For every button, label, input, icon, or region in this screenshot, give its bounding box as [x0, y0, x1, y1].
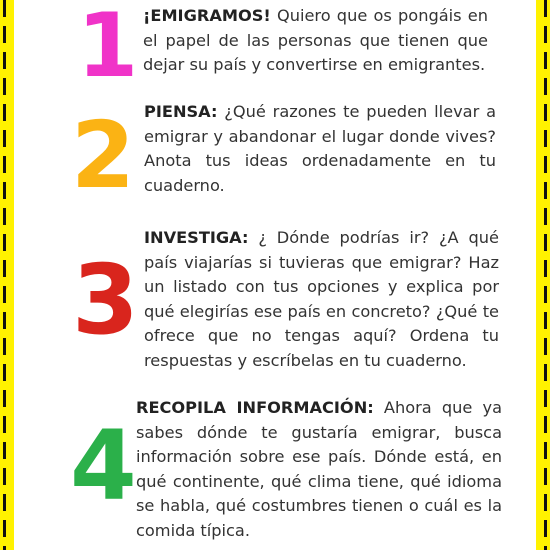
- right-dashed-line: [544, 0, 547, 550]
- right-yellow-border: [536, 0, 550, 550]
- step-body-3: ¿ Dónde podrías ir? ¿A qué país viajarías si tuvieras que emigrar? Haz un listado con tus opciones y explica por qué elegirías ese país en concreto? ¿Qué te ofrece que no tengas aquí? Ordena tu respuestas y escríbelas en tu cuaderno.: [144, 228, 499, 370]
- step-number-4: 4: [70, 410, 135, 522]
- step-heading-4: RECOPILA INFORMACIÓN:: [136, 398, 374, 417]
- step-2: [60, 100, 510, 209]
- step-1: [60, 0, 510, 97]
- step-number-1: 1: [77, 0, 137, 97]
- step-3: [60, 226, 510, 376]
- step-heading-3: INVESTIGA:: [144, 228, 249, 247]
- step-number-2: 2: [71, 102, 134, 209]
- step-heading-1: ¡EMIGRAMOS!: [143, 6, 271, 25]
- step-text-2: [144, 100, 496, 198]
- step-body-2: ¿Qué razones te pueden llevar a emigrar y abandonar el lugar donde vives? Anota tus ideas ordenadamente en tu cuaderno.: [144, 102, 496, 195]
- step-body-4: Ahora que ya sabes dónde te gustaría emigrar, busca información sobre ese país. Dónde está, en qué continente, qué clima tiene, qué idioma se habla, qué costumbres tienen o cuál es la comida típica.: [136, 398, 502, 540]
- step-number-3: 3: [72, 244, 137, 356]
- step-text-3: [144, 226, 499, 373]
- step-body-1: Quiero que os pongáis en el papel de las personas que tienen que dejar su país y convertirse en emigrantes.: [143, 6, 488, 74]
- left-dashed-line: [3, 0, 6, 550]
- step-text-4: [136, 396, 502, 543]
- step-text-1: [143, 4, 488, 78]
- step-heading-2: PIENSA:: [144, 102, 218, 121]
- step-4: [58, 396, 508, 546]
